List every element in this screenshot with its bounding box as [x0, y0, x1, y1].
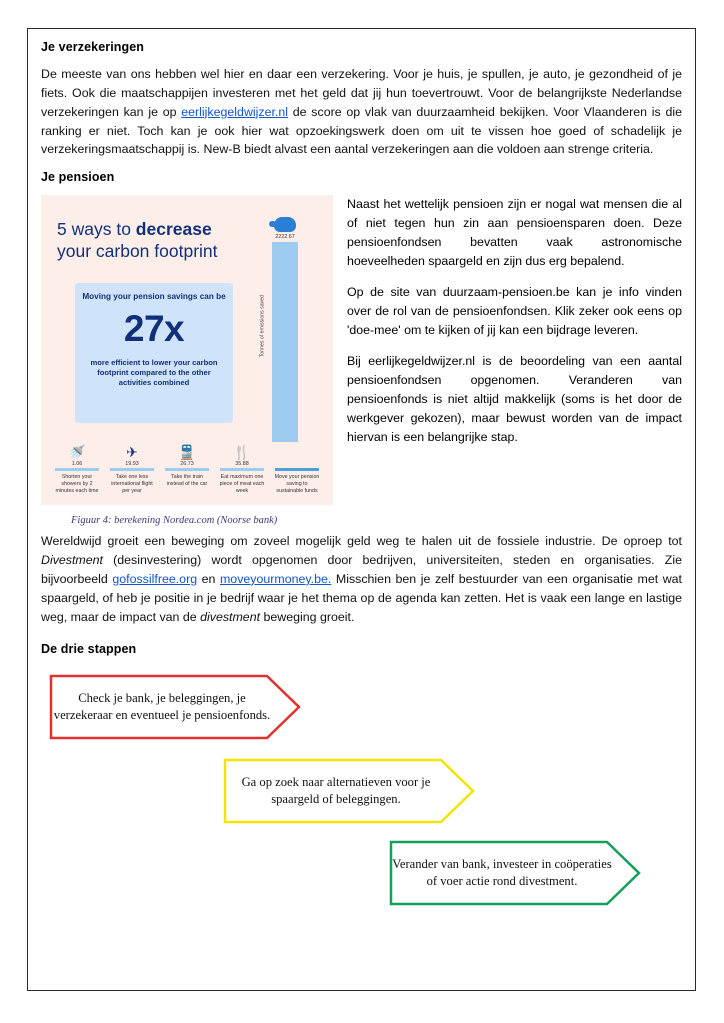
- infographic-carbon-footprint: [41, 195, 333, 505]
- plane-icon: ✈: [126, 443, 138, 460]
- figure-and-text-block: [41, 195, 682, 526]
- infographic-item-caption: Take the train instead of the car: [166, 473, 208, 487]
- divestment-part1: Wereldwijd groeit een beweging om zoveel mogelijk geld weg te halen uit de fossiele industrie. De oproep tot: [41, 534, 682, 549]
- infographic-item-value: 26.73: [180, 460, 194, 467]
- piggy-bank-icon: [274, 217, 296, 232]
- step-arrow-2-label: Ga op zoek naar alternatieven voor je spaargeld of beleggingen.: [241, 775, 431, 807]
- step-arrow-3-label: Verander van bank, investeer in coöperaties of voer actie rond divestment.: [392, 857, 612, 889]
- infographic-item: [51, 439, 103, 495]
- divestment-part5: beweging groeit.: [260, 609, 355, 624]
- divestment-part2: (desinvestering) wordt opgenomen door bedrijven, universiteiten, steden en organisaties. Zie bijvoorbeeld: [41, 553, 682, 586]
- infographic-bar-column: [263, 217, 307, 442]
- pension-side-text: [347, 195, 682, 459]
- infographic-box-multiplier: 27x: [123, 307, 185, 349]
- step-arrow-3: [389, 840, 641, 906]
- infographic-title-line1: 5 ways to: [57, 219, 136, 240]
- paragraph-pension-3: Bij eerlijkegeldwijzer.nl is de beoordeling van een aantal pensioenfondsen opgenomen. Veranderen van pensioenfonds is niet altijd makkelijk (soms is het door de werkgever gekozen), maar bewust worden van de impact hiervan is een belangrijke stap.: [347, 354, 682, 444]
- step-arrow-1-label: Check je bank, je beleggingen, je verzekeraar en eventueel je pensioenfonds.: [53, 691, 271, 723]
- section-heading-insurance: Je verzekeringen: [41, 40, 145, 54]
- piggy-bank-icon-small: [271, 439, 323, 459]
- paragraph-pension-1: Naast het wettelijk pensioen zijn er nogal wat mensen die al of niet tegen hun zin aan pensioensparen doen. Deze pensioenfondsen bevatten vaak astronomische hoeveelheden spaargeld en zijn dus erg bepalend.: [347, 197, 682, 269]
- step-arrow-1: [49, 674, 301, 740]
- infographic-box-top-label: Moving your pension savings can be: [82, 292, 226, 302]
- cutlery-icon: 🍴: [233, 443, 251, 460]
- infographic-title-strong: decrease: [135, 219, 212, 240]
- link-gofossilfree[interactable]: gofossilfree.org: [112, 571, 198, 586]
- link-moveyourmoney[interactable]: moveyourmoney.be.: [219, 571, 332, 586]
- divestment-part3: en: [197, 571, 220, 586]
- infographic-items: [51, 439, 323, 495]
- divestment-em2: divestment: [200, 609, 261, 624]
- infographic-item-value: 1.06: [71, 460, 83, 467]
- figure-caption: Figuur 4: berekening Nordea.com (Noorse bank): [71, 515, 278, 527]
- infographic-item-rule: [220, 468, 264, 471]
- infographic-item-caption: Shorten your showers by 2 minutes each time: [55, 473, 99, 495]
- paragraph-insurance: [41, 65, 682, 159]
- infographic-item-value: 35.88: [235, 460, 249, 467]
- paragraph-pension-2: Op de site van duurzaam-pensioen.be kan je info vinden over de rol van de pensioenfondsen. Klik zeker ook eens op 'doe-mee' om te kijken of jij kan een bijdrage leveren.: [347, 285, 682, 338]
- infographic-item-value: 19.93: [125, 460, 139, 467]
- infographic-item: [271, 439, 323, 495]
- paragraph-insurance-part2: de score op vlak van duurzaamheid bekijken. Voor Vlaanderen is die ranking er niet. Toch kan je ook hier wat opzoekingswerk doen om uit te vissen hoe goed of schadelijk je verzekeringsmaatschappij is. New-B biedt alvast een aantal verzekeringen aan die voldoen aan strenge criteria.: [41, 104, 682, 157]
- infographic-item-caption: Move your pension saving to sustainable funds: [274, 473, 320, 495]
- infographic-bar: [272, 242, 298, 442]
- infographic-item: [161, 439, 213, 495]
- infographic-axis-label: Tonnes of emissions saved: [259, 295, 265, 358]
- infographic-item-rule: [165, 468, 209, 471]
- section-heading-steps: De drie stappen: [41, 642, 137, 657]
- infographic-box-bottom-label: more efficient to lower your carbon footprint compared to the other activities combined: [90, 357, 218, 388]
- infographic-item-caption: Take one less international flight per year: [111, 473, 153, 495]
- infographic-item-rule: [55, 468, 99, 471]
- infographic-item-rule: [275, 468, 319, 471]
- infographic-bar-value: 2222.67: [275, 234, 295, 241]
- divestment-em1: Divestment: [41, 553, 103, 568]
- infographic-item-caption: Eat maximum one piece of meat each week: [219, 473, 265, 495]
- shower-icon: 🚿: [68, 443, 86, 460]
- page-content: [41, 40, 682, 910]
- step-arrow-2: [223, 758, 475, 824]
- paragraph-divestment: [41, 532, 682, 626]
- infographic-item: [216, 439, 268, 495]
- infographic-highlight-box: [75, 283, 233, 423]
- steps-arrows: [41, 670, 682, 910]
- infographic-title: [57, 219, 247, 263]
- divestment-part4: Misschien ben je zelf bestuurder van een organisatie met wat spaargeld, of heb je positie in je bedrijf waar je het thema op de agenda kan zetten. Het is vaak een lange en lastige weg, maar de impact van de: [41, 571, 682, 624]
- link-eerlijkegeldwijzer[interactable]: eerlijkegeldwijzer.nl: [181, 104, 289, 119]
- infographic-title-line2: your carbon footprint: [57, 241, 218, 262]
- figure-container: [41, 195, 333, 526]
- infographic-item-rule: [110, 468, 154, 471]
- train-icon: 🚆: [178, 443, 196, 460]
- infographic-item: [106, 439, 158, 495]
- section-heading-pension: Je pensioen: [41, 170, 115, 185]
- infographic-item-value-hidden: [271, 461, 323, 467]
- paragraph-insurance-part1: De meeste van ons hebben wel hier en daar een verzekering. Voor je huis, je spullen, je auto, je gezondheid of je fiets. Ook die maatschappijen investeren met het geld dat jij hun toevertrouwt. Voor de belangrijkste Nederlandse verzekeringen kan je op: [41, 67, 682, 119]
